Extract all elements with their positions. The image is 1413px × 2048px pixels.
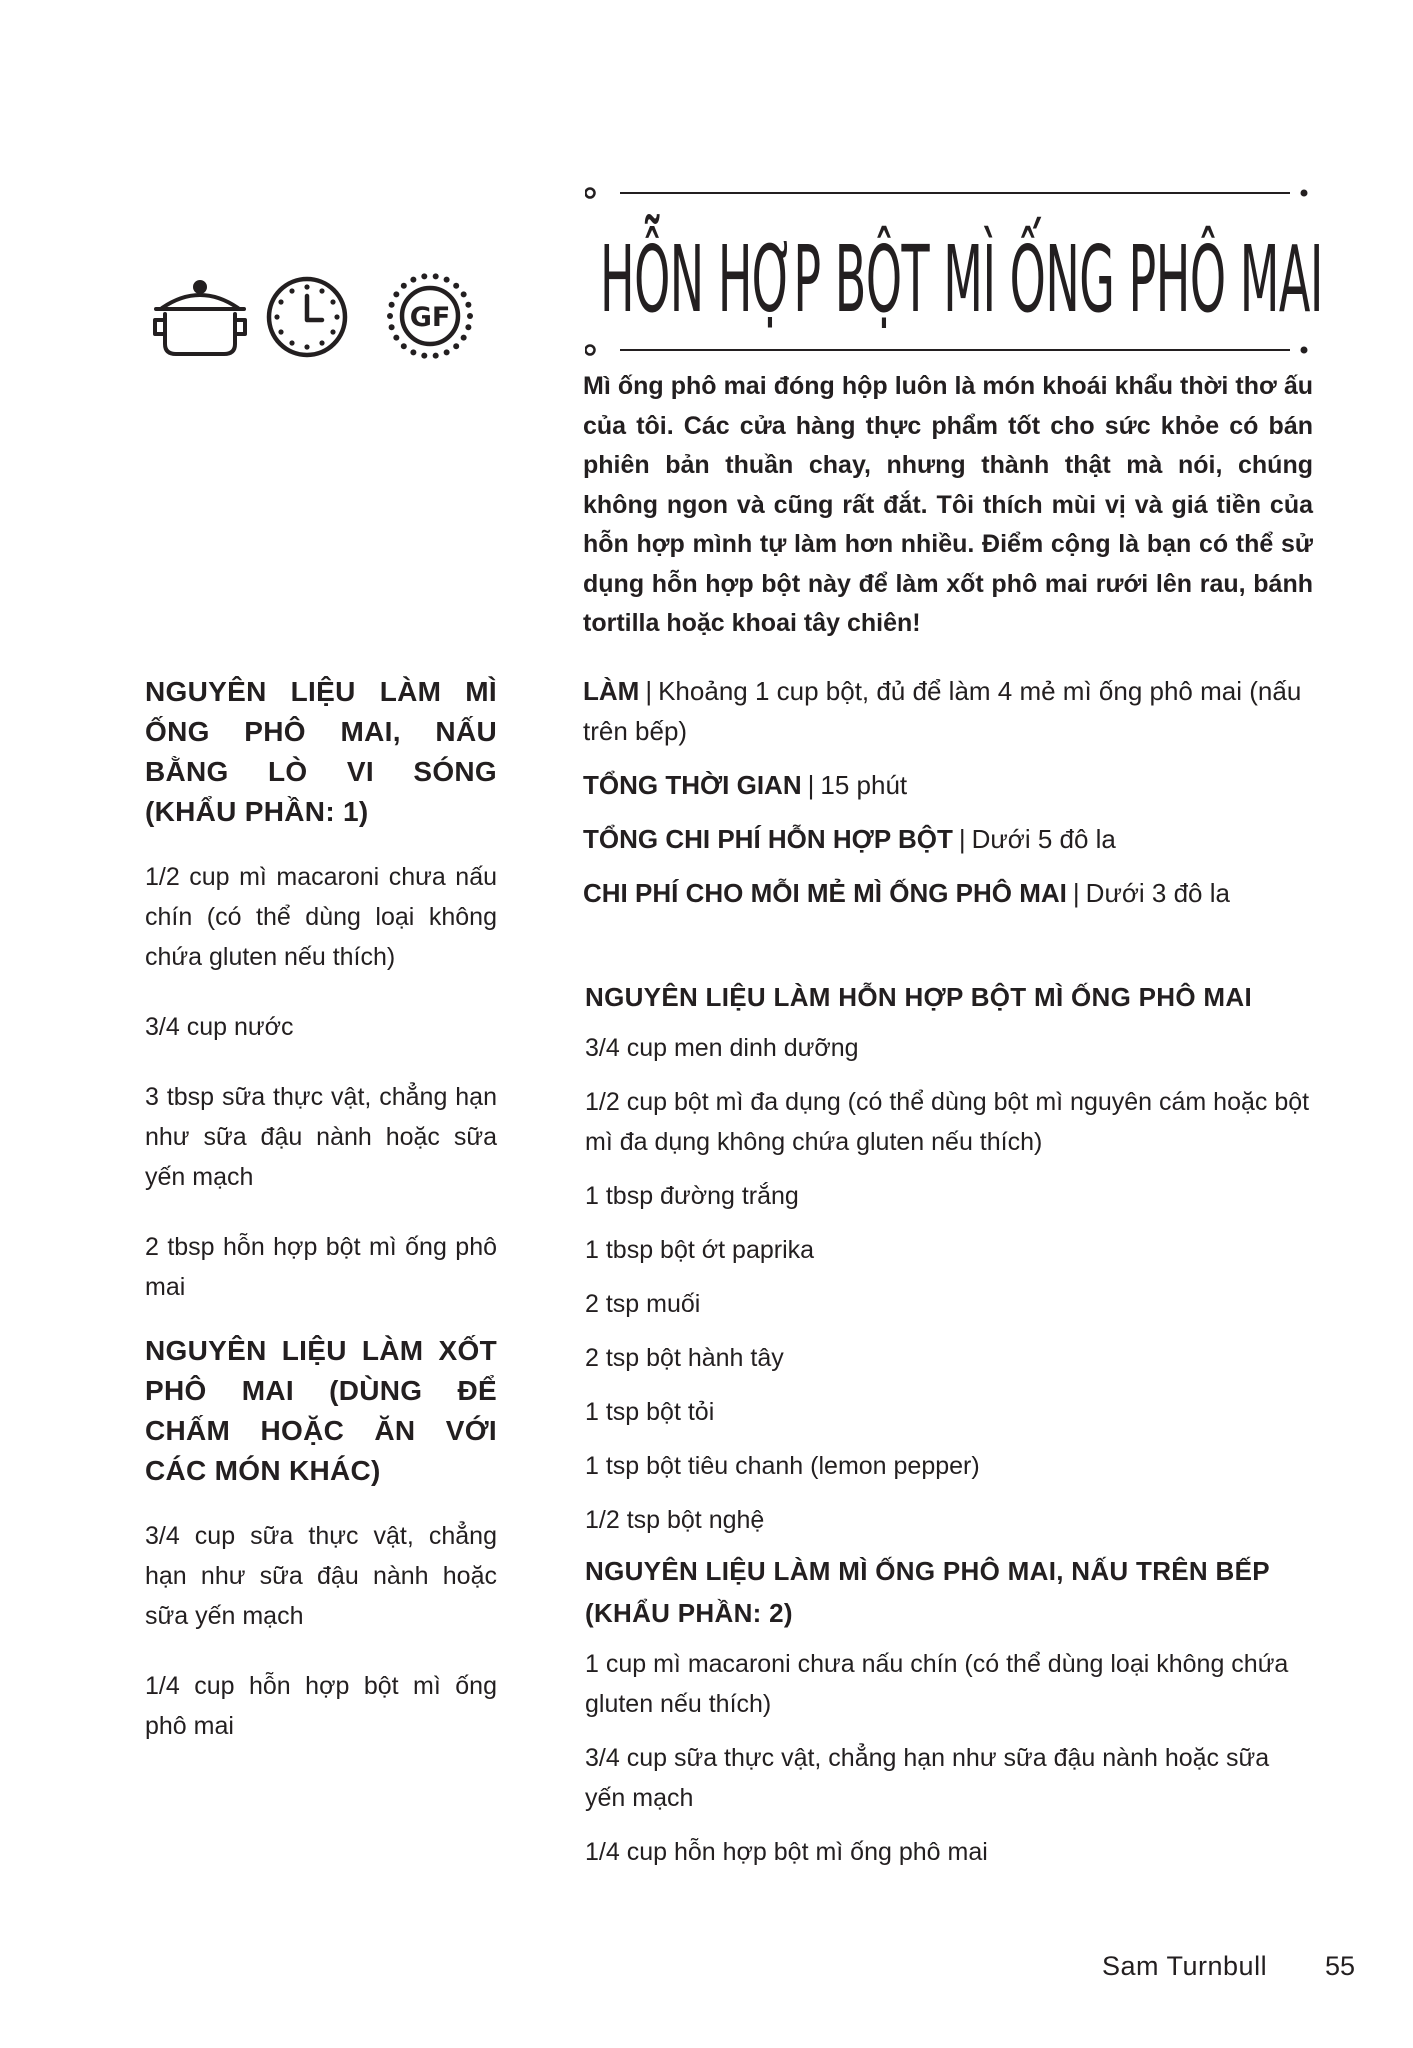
ingredient-item: 1/2 tsp bột nghệ — [585, 1506, 765, 1534]
page-title: HỖN HỢP BỘT MÌ ỐNG PHÔ MAI — [600, 226, 1323, 333]
recipe-icons — [150, 278, 490, 378]
stovetop-ingredients-heading: NGUYÊN LIỆU LÀM MÌ ỐNG PHÔ MAI, NẤU TRÊN BẾP (KHẨU PHẦN: 2) — [585, 1556, 1270, 1628]
meta-value: Khoảng 1 cup bột, đủ để làm 4 mẻ mì ống phô mai (nấu trên bếp) — [583, 676, 1302, 746]
badge-dot — [393, 335, 399, 341]
badge-dot — [453, 283, 459, 289]
title-rule-bottom — [585, 343, 1310, 357]
ingredient-item: 1/4 cup hỗn hợp bột mì ống phô mai — [585, 1838, 988, 1866]
badge-dot — [461, 335, 467, 341]
ingredient-item: 1/2 cup bột mì đa dụng (có thể dùng bột mì nguyên cám hoặc bột mì đa dụng không chứa gluten nếu thích) — [585, 1088, 1310, 1156]
meta-separator: | — [645, 676, 653, 706]
meta-label: LÀM — [583, 676, 640, 706]
badge-text: GF — [409, 302, 451, 333]
ingredient-item: 2 tbsp hỗn hợp bột mì ống phô mai — [145, 1233, 497, 1301]
ingredient-item: 2 tsp bột hành tây — [585, 1344, 784, 1372]
badge-dot — [389, 302, 395, 308]
badge-dot — [465, 324, 471, 330]
batch-cost-line — [583, 873, 1313, 913]
badge-dot — [389, 324, 395, 330]
badge-dot — [465, 302, 471, 308]
page-number: 55 — [1325, 1951, 1356, 1981]
meta-label: TỔNG THỜI GIAN — [583, 770, 802, 800]
badge-dot — [453, 343, 459, 349]
meta-separator: | — [958, 824, 966, 854]
total-time-line — [583, 765, 1313, 805]
badge-dot — [467, 313, 473, 319]
badge-dot — [410, 277, 416, 283]
badge-dot — [421, 273, 427, 279]
meta-separator: | — [807, 770, 815, 800]
yield-line — [583, 671, 1313, 751]
ingredient-item: 1/2 cup mì macaroni chưa nấu chín (có thể dùng loại không chứa gluten nếu thích) — [145, 863, 497, 971]
gluten-free-badge-icon — [382, 268, 478, 364]
ingredient-item: 1 tbsp đường trắng — [585, 1182, 799, 1210]
meta-label: CHI PHÍ CHO MỖI MẺ MÌ ỐNG PHÔ MAI — [583, 878, 1067, 908]
mix-ingredients-heading: NGUYÊN LIỆU LÀM HỖN HỢP BỘT MÌ ỐNG PHÔ MAI — [585, 982, 1252, 1012]
meta-value: 15 phút — [820, 770, 908, 800]
ingredient-item: 1/4 cup hỗn hợp bột mì ống phô mai — [145, 1672, 497, 1740]
badge-dot — [461, 291, 467, 297]
meta-separator: | — [1072, 878, 1080, 908]
title-rule-top — [585, 186, 1310, 200]
ingredient-item: 1 tsp bột tiêu chanh (lemon pepper) — [585, 1452, 980, 1480]
badge-dot — [387, 313, 393, 319]
recipe-meta — [583, 671, 1313, 927]
badge-dot — [433, 353, 439, 359]
ingredient-item: 1 tsp bột tỏi — [585, 1398, 715, 1426]
ingredient-item: 3/4 cup men dinh dưỡng — [585, 1034, 859, 1062]
badge-dot — [421, 353, 427, 359]
clock-icon — [262, 272, 352, 362]
badge-dot — [401, 283, 407, 289]
sauce-ingredients-heading: NGUYÊN LIỆU LÀM XỐT PHÔ MAI (DÙNG ĐỂ CHẤM HOẶC ĂN VỚI CÁC MÓN KHÁC) — [145, 1335, 497, 1486]
badge-dot — [393, 291, 399, 297]
ingredient-item: 1 tbsp bột ớt paprika — [585, 1236, 815, 1264]
intro-paragraph: Mì ống phô mai đóng hộp luôn là món khoái khẩu thời thơ ấu của tôi. Các cửa hàng thực phẩm tốt cho sức khỏe có bán phiên bản thuần chay, nhưng thành thật mà nói, chúng không ngon và cũng rất đắt. Tôi thích mùi vị và giá tiền của hỗn hợp mình tự làm hơn nhiều. Điểm cộng là bạn có thể sử dụng hỗn hợp bột này để làm xốt phô mai rưới lên rau, bánh tortilla hoặc khoai tây chiên! — [583, 372, 1313, 637]
ingredient-item: 3 tbsp sữa thực vật, chẳng hạn như sữa đậu nành hoặc sữa yến mạch — [145, 1083, 497, 1191]
badge-dot — [401, 343, 407, 349]
mix-cost-line — [583, 819, 1313, 859]
right-column — [585, 976, 1313, 1886]
meta-value: Dưới 3 đô la — [1085, 878, 1230, 908]
ingredient-item: 2 tsp muối — [585, 1290, 701, 1318]
badge-dot — [410, 349, 416, 355]
ingredient-item: 3/4 cup sữa thực vật, chẳng hạn như sữa đậu nành hoặc sữa yến mạch — [145, 1522, 497, 1630]
ingredient-item: 3/4 cup nước — [145, 1013, 294, 1041]
meta-value: Dưới 5 đô la — [971, 824, 1116, 854]
meta-label: TỔNG CHI PHÍ HỖN HỢP BỘT — [583, 824, 953, 854]
badge-dot — [444, 349, 450, 355]
pot-icon — [150, 278, 250, 358]
ingredient-item: 1 cup mì macaroni chưa nấu chín (có thể dùng loại không chứa gluten nếu thích) — [585, 1650, 1289, 1718]
left-column — [145, 672, 497, 1776]
microwave-ingredients-heading: NGUYÊN LIỆU LÀM MÌ ỐNG PHÔ MAI, NẤU BẰNG LÒ VI SÓNG (KHẨU PHẦN: 1) — [145, 676, 497, 827]
footer-author: Sam Turnbull — [1102, 1951, 1268, 1981]
ingredient-item: 3/4 cup sữa thực vật, chẳng hạn như sữa đậu nành hoặc sữa yến mạch — [585, 1744, 1270, 1812]
badge-dot — [444, 277, 450, 283]
badge-dot — [433, 273, 439, 279]
